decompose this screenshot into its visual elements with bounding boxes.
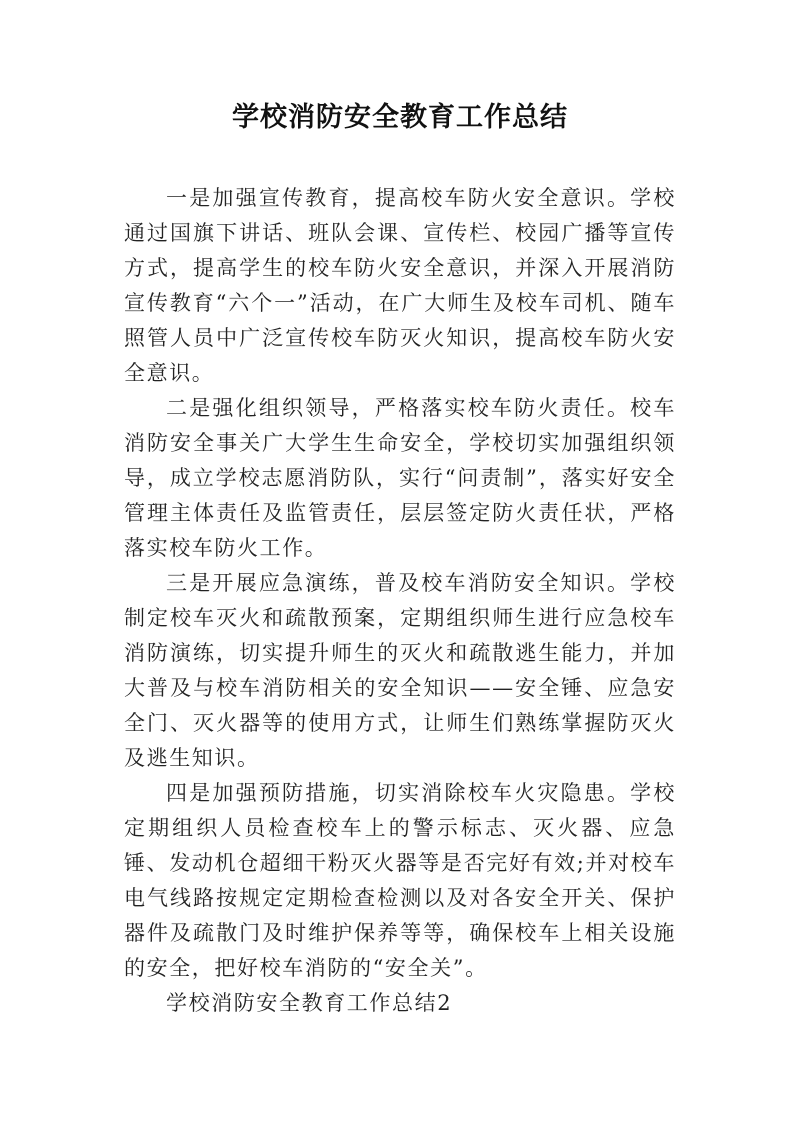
paragraph-4: 四是加强预防措施，切实消除校车火灾隐患。学校定期组织人员检查校车上的警示标志、灭火器、应急锤、发动机仓超细干粉灭火器等是否完好有效;并对校车电气线路按规定定期检查检测以及对各安全开关、保护器件及疏散门及时维护保养等等，确保校车上相关设施的安全，把好校车消防的“安全关”。	[124, 781, 676, 980]
next-section-heading: 学校消防安全教育工作总结2	[166, 991, 453, 1015]
document-title: 学校消防安全教育工作总结	[232, 102, 568, 133]
paragraph-1: 一是加强宣传教育，提高校车防火安全意识。学校通过国旗下讲话、班队会课、宣传栏、校园广播等宣传方式，提高学生的校车防火安全意识，并深入开展消防宣传教育“六个一”活动，在广大师生及校车司机、随车照管人员中广泛宣传校车防灭火知识，提高校车防火安全意识。	[124, 186, 676, 385]
paragraph-3: 三是开展应急演练，普及校车消防安全知识。学校制定校车灭火和疏散预案，定期组织师生进行应急校车消防演练，切实提升师生的灭火和疏散逃生能力，并加大普及与校车消防相关的安全知识——安全锤、应急安全门、灭火器等的使用方式，让师生们熟练掌握防灭火及逃生知识。	[124, 571, 676, 770]
document-body	[124, 181, 676, 1021]
paragraph-2: 二是强化组织领导，严格落实校车防火责任。校车消防安全事关广大学生生命安全，学校切实加强组织领导，成立学校志愿消防队，实行“问责制”，落实好安全管理主体责任及监管责任，层层签定防火责任状，严格落实校车防火工作。	[124, 396, 676, 560]
